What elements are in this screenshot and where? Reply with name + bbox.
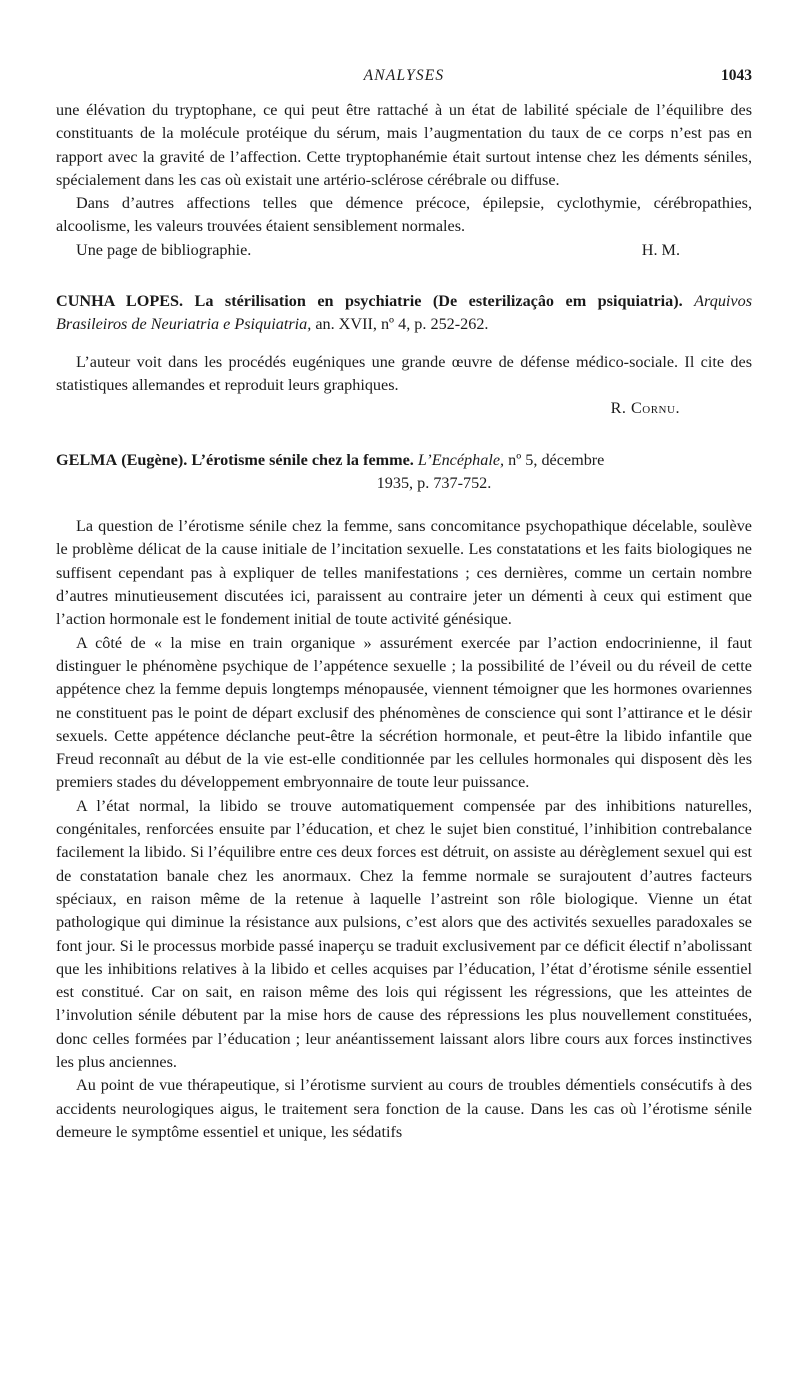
reviewer-signature: H. M. [641,240,680,259]
paragraph: une élévation du tryptophane, ce qui peut être rattaché à un état de labilité spéciale de l’équilibre des constituants de la molécule protéique du sérum, mais l’augmentation du taux de ce corps n’est pas en rapport avec la gravité de l’affection. Cette tryptophanémie était surtout intense chez les déments séniles, spécialement dans les cas où existait une artério-sclérose cérébrale ou diffuse. [56,101,752,189]
entry-author-firstname: (Eugène). [121,450,188,469]
entry-journal: Arquivos Brasileiros de Neuriatria e Psiquiatria, [56,292,752,334]
reviewer-signature: R. Cornu. [610,399,680,418]
entry-author: GELMA [56,450,118,469]
entry-heading [56,449,752,472]
paragraph: L’auteur voit dans les procédés eugéniques une grande œuvre de défense médico-sociale. Il cite des statistiques allemandes et reproduit leurs graphiques. [56,352,752,394]
entry-reference: an. XVII, nº 4, p. 252-262. [315,315,489,334]
entry-author: CUNHA LOPES. [56,292,184,311]
running-header [56,64,752,86]
paragraph: La question de l’érotisme sénile chez la femme, sans concomitance psychopathique décelable, soulève le problème délicat de la cause initiale de l’incitation sexuelle. Les constatations et les faits biologiques ne suffisent cependant pas à expliquer de telles manifestations ; ces dernières, comme un certain nombre d’autres minutieusement discutées ici, paraissent au contraire jeter un démenti à ceux qui estiment que l’action hormonale est le fondement initial de toute activité génésique. [56,517,752,629]
page-body [56,99,752,1144]
entry-reference-continued: 1935, p. 737-752. [376,473,492,492]
paragraph: A côté de « la mise en train organique » assurément exercée par l’action endocrinienne, il faut distinguer le phénomène psychique de l’appétence sexuelle ; la possibilité de l’éveil ou du réveil de cette appétence chez la femme depuis longtemps ménopausée, viennent témoigner que les hormones ovariennes ne constituent pas le point de départ exclusif des phénomènes de conscience qui sont l’attirance et le désir sexuels. Cette appétence déclanche peut-être la sécrétion hormonale, et peut-être la libido infantile que Freud reconnaît au début de la vie est-elle conditionnée par les cellules hormonales qui disposent dès les premiers stades du développement embryonnaire de toute leur puissance. [56,633,752,792]
bibliography-note: Une page de bibliographie. [76,240,252,259]
entry-reference: nº 5, décembre [508,450,605,469]
review-entry-cunha-lopes [56,290,752,420]
entry-title: L’érotisme sénile chez la femme. [191,450,414,469]
entry-title: La stérilisation en psychiatrie (De esterilizaçâo em psiquiatria). [194,292,683,311]
entry-heading [56,290,752,337]
entry-journal: L’Encéphale, [417,450,505,469]
paragraph: Dans d’autres affections telles que démence précoce, épilepsie, cyclothymie, cérébropathies, alcoolisme, les valeurs trouvées étaient sensiblement normales. [56,194,752,236]
review-entry-tryptophane [56,99,752,262]
running-title: ANALYSES [363,67,445,84]
review-entry-gelma [56,449,752,1145]
page-number: 1043 [721,67,752,84]
paragraph: Au point de vue thérapeutique, si l’érotisme survient au cours de troubles démentiels consécutifs à des accidents neurologiques aigus, le traitement sera fonction de la cause. Dans les cas où l’érotisme sénile demeure le symptôme essentiel et unique, les sédatifs [56,1076,752,1141]
bibliography-line [56,239,752,262]
paragraph: A l’état normal, la libido se trouve automatiquement compensée par des inhibitions naturelles, congénitales, renforcées ensuite par l’éducation, et chez le sujet bien constitué, l’inhibition contrebalance facilement la libido. Si l’équilibre entre ces deux forces est détruit, on assiste au dérèglement sexuel qui est de constatation banale chez les anormaux. Chez la femme normale se surajoutent d’autres facteurs spéciaux, en raison même de la retenue à laquelle l’astreint son rôle biologique. Vienne un état pathologique qui diminue la résistance aux pulsions, c’est alors que des activités sexuelles paradoxales se font jour. Si le processus morbide passé inaperçu se traduit exclusivement par ce déficit électif n’abolissant que les inhibitions relatives à la libido et celles acquises par l’éducation, l’état d’érotisme sénile essentiel est constitué. Car on sait, en raison même des lois qui régissent les régressions, que les atteintes de l’involution sénile débutent par la mise hors de cause des répressions les plus nouvellement constituées, donc celles formées par l’éducation ; leur anéantissement laissant alors libre cours aux forces instinctives les plus anciennes. [56,796,752,1071]
